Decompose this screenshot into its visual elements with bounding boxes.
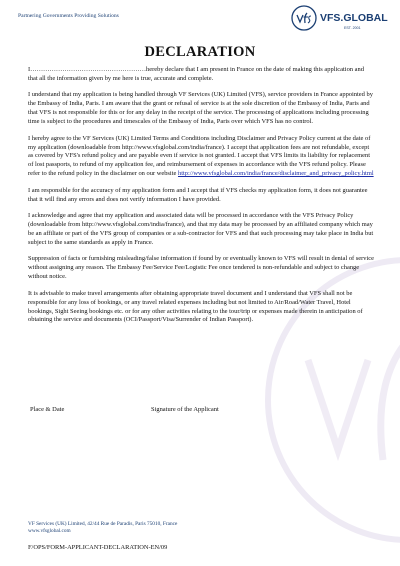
declaration-paragraph: Suppression of facts or furnishing misleading/false information if found by or eventually known to VFS will result in denial of service without assigning any reason. The Embassy Fee/Service Fee/Logistic Fee once tendered is non-refundable and subject to change without notice.	[28, 255, 375, 281]
footer-address: VF Services (UK) Limited, 42/44 Rue de Paradis, Paris 75010, France	[28, 521, 178, 527]
header-tagline: Partnering Governments Providing Solutions	[18, 13, 119, 19]
declaration-paragraph: I am responsible for the accuracy of my application form and I accept that if VFS checks my application form, it does not guarantee that it will find any errors and does not verify information I have provided.	[28, 186, 368, 203]
terms-text: I hereby agree to the VF Services (UK) Limited Terms and Conditions including Disclaimer and Privacy Policy current at the date of my application (downloadable from http://www.vfsglobal.com/india/france). I accept that application fees are not refundable, except as covered by VFS's refund policy and are payable even if service is not granted. I accept that VFS limits its liability for replacement of lost passports, to refund of my application fee, and reimbursement of expenses in accordance with the VFS refund policy. Please refer to the refund policy in the disclaimer on our website	[28, 134, 371, 178]
declaration-paragraph: I understand that my application is being handled through VF Services (UK) Limited (VFS), service providers in France appointed by the Embassy of India, Paris. I am aware that the grant or refusal of service is at the sole discretion of the Embassy of India, Paris and that VFS is not responsible for this or for any delay in the receipt of the service. The processing of applications including processing time is subject to the procedures and timescales of the Embassy of India, Paris over which VFS has no control.	[28, 91, 373, 126]
logo-subtext: EST. 2001	[344, 26, 361, 30]
declaration-paragraph: I acknowledge and agree that my application and associated data will be processed in accordance with the VFS Privacy Policy (downloadable from http://www.vfsglobal.com/india/france), and that my data may be processed by an affiliated company which may be an affiliate or part of the VFS group of companies or a sub-contractor for VFS and that such processing may take place in India but subject to the same standards as apply in France.	[28, 212, 374, 246]
declaration-paragraph: I………………………………………………hereby declare that I am present in France on the date of making this application and that all the information given by me here is true, accurate and complete.	[28, 66, 364, 82]
page-title: DECLARATION	[144, 44, 256, 60]
footer-address-block	[28, 521, 177, 535]
refund-policy-link[interactable]: http://www.vfsglobal.com/india/france/disclaimer_and_privacy_policy.html	[177, 170, 374, 178]
declaration-paragraph: It is advisable to make travel arrangements after obtaining appropriate travel document and I understand that VFS shall not be responsible for any loss of bookings, or any travel related expenses including but not limited to Air/Road/Water Travel, Hotel bookings, Sight Seeing bookings etc. or for any other activities relating to the tour/trip or expenses made therein in anticipation of obtaining the service and documents (OCI/Passport/Visa/Surrender of Indian Passport).	[28, 289, 363, 324]
signature-label: Signature of the Applicant	[151, 406, 219, 413]
place-date-label: Place & Date	[30, 406, 65, 413]
footer-website: www.vfsglobal.com	[28, 528, 71, 534]
declaration-body	[28, 66, 374, 333]
vfs-logo	[290, 4, 390, 36]
vfs-logo-icon	[290, 4, 318, 32]
declaration-paragraph-terms	[28, 135, 374, 180]
form-code: F/OPS/FORM-APPLICANT-DECLARATION-EN/09	[28, 544, 168, 551]
logo-text: VFS.GLOBAL	[320, 12, 388, 24]
